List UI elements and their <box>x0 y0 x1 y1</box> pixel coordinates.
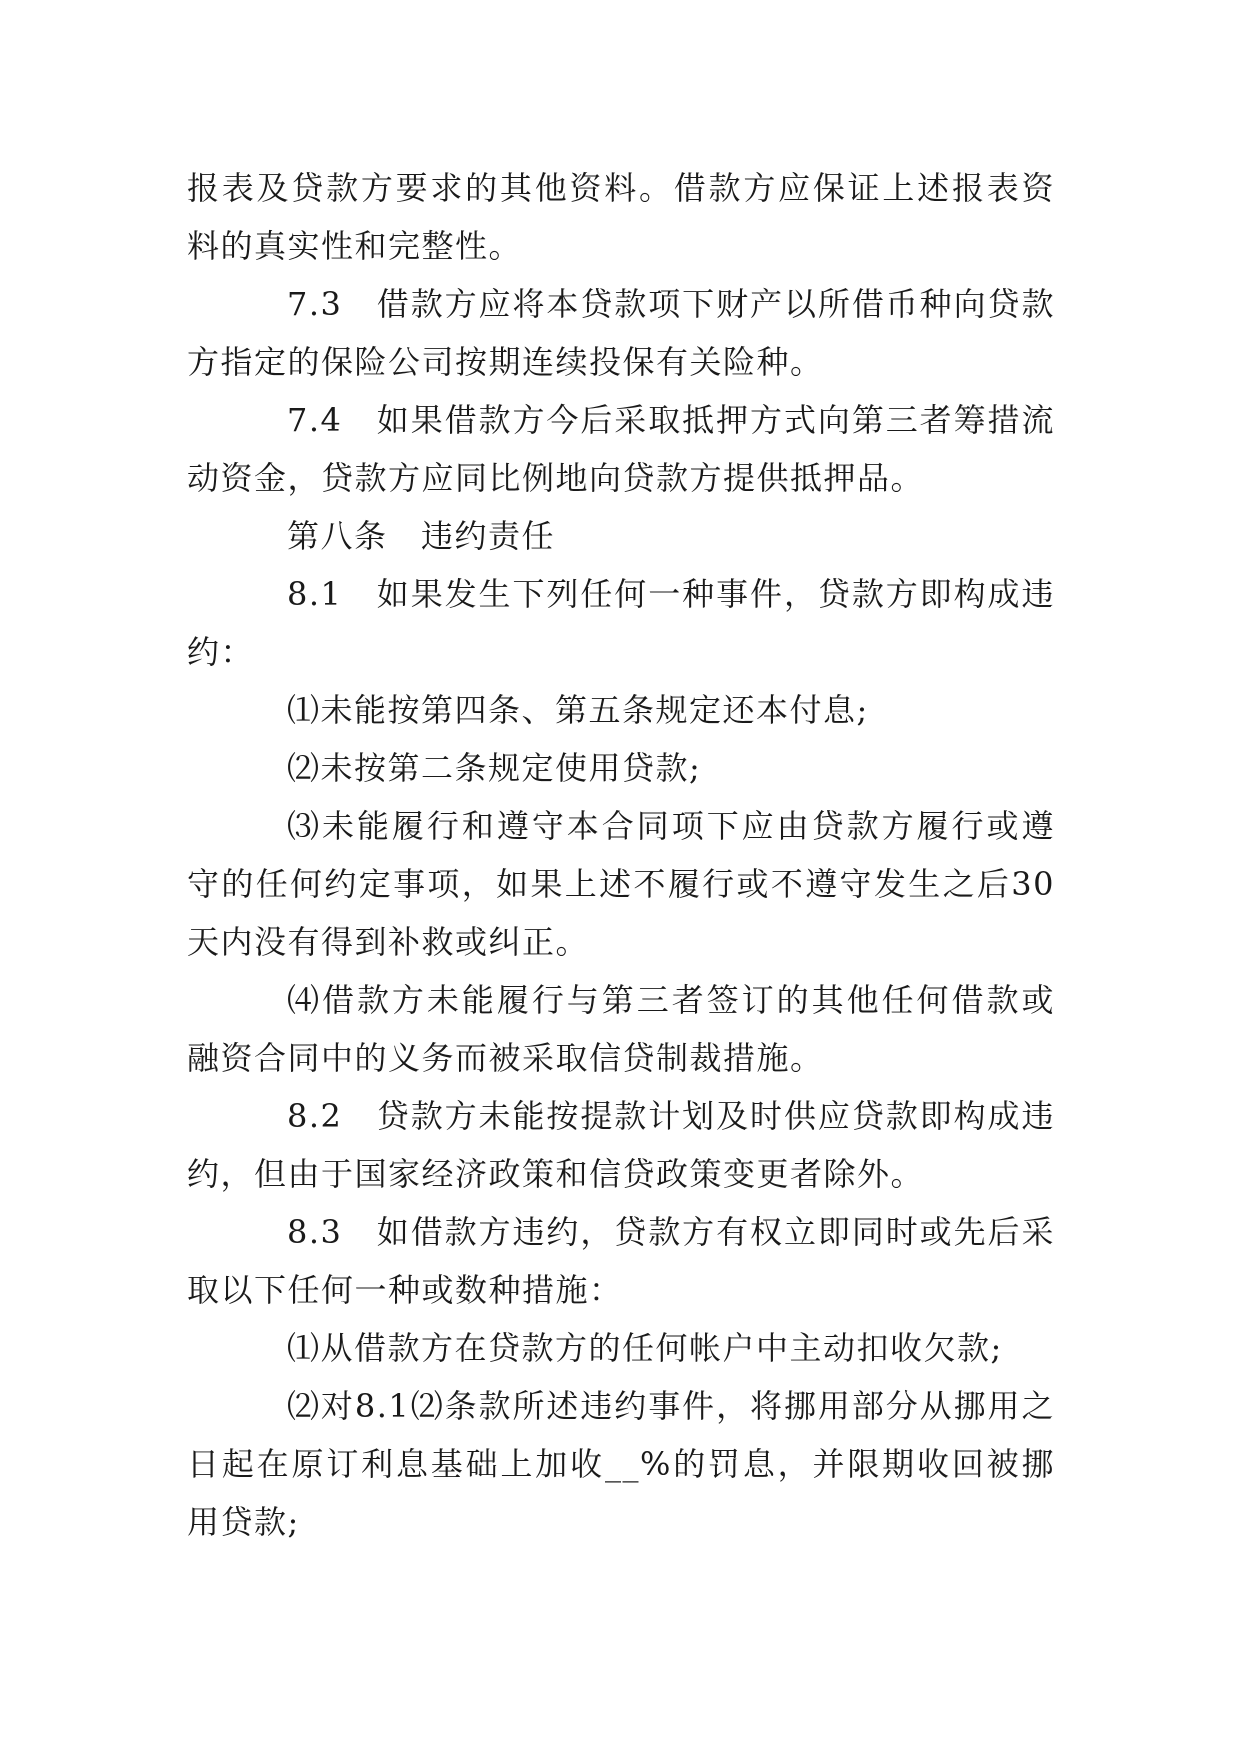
paragraph-8-1: 8.1 如果发生下列任何一种事件，贷款方即构成违约： <box>187 575 1055 671</box>
paragraph-8-3: 8.3 如借款方违约，贷款方有权立即同时或先后采取以下任何一种或数种措施： <box>187 1213 1055 1309</box>
paragraph-7-3: 7.3 借款方应将本贷款项下财产以所借币种向贷款方指定的保险公司按期连续投保有关险种。 <box>187 285 1055 381</box>
list-item-8-3-2: ⑵对8.1⑵条款所述违约事件，将挪用部分从挪用之日起在原订利息基础上加收__%的罚息，并限期收回被挪用贷款; <box>187 1387 1055 1541</box>
list-item-8-1-1: ⑴未能按第四条、第五条规定还本付息; <box>287 691 869 729</box>
paragraph-report-materials: 报表及贷款方要求的其他资料。借款方应保证上述报表资料的真实性和完整性。 <box>187 169 1055 265</box>
document-body <box>187 159 1055 1551</box>
list-item-8-1-4: ⑷借款方未能履行与第三者签订的其他任何借款或融资合同中的义务而被采取信贷制裁措施。 <box>187 981 1055 1077</box>
paragraph-7-4: 7.4 如果借款方今后采取抵押方式向第三者筹措流动资金，贷款方应同比例地向贷款方提供抵押品。 <box>187 401 1055 497</box>
list-item-8-3-1: ⑴从借款方在贷款方的任何帐户中主动扣收欠款; <box>287 1329 1003 1367</box>
paragraph-8-2: 8.2 贷款方未能按提款计划及时供应贷款即构成违约，但由于国家经济政策和信贷政策变更者除外。 <box>187 1097 1055 1193</box>
section-heading-article-8: 第八条 违约责任 <box>287 517 556 555</box>
list-item-8-1-3: ⑶未能履行和遵守本合同项下应由贷款方履行或遵守的任何约定事项，如果上述不履行或不遵守发生之后30天内没有得到补救或纠正。 <box>187 807 1055 961</box>
list-item-8-1-2: ⑵未按第二条规定使用贷款; <box>287 749 702 787</box>
